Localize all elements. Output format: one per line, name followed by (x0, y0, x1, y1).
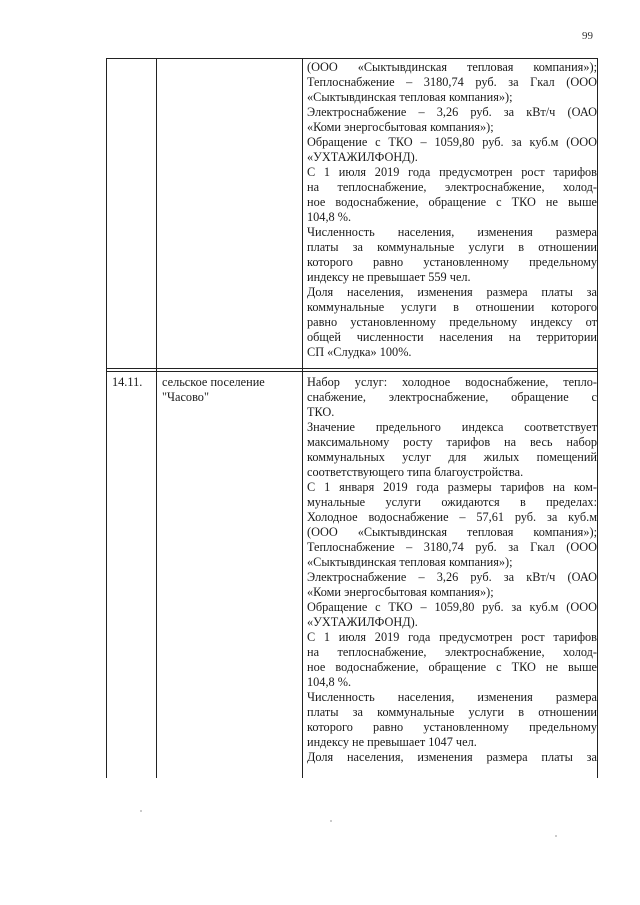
text-line: Теплоснабжение – 3180,74 руб. за Гкал (ООО (307, 75, 597, 89)
text-line: Набор услуг: холодное водоснабжение, тепло- (307, 375, 597, 389)
text-line: ТКО. (307, 405, 335, 419)
page-number: 99 (582, 30, 593, 42)
text-line: коммунальных услуг для жилых помещений (307, 450, 597, 464)
text-line: Доля населения, изменения размера платы за (307, 750, 597, 764)
text-line: Теплоснабжение – 3180,74 руб. за Гкал (ООО (307, 540, 597, 554)
text-line: индексу не превышает 559 чел. (307, 270, 471, 284)
text-line: Численность населения, изменения размера (307, 690, 597, 704)
text-line: С 1 июля 2019 года предусмотрен рост тарифов (307, 630, 597, 644)
text-line: платы за коммунальные услуги в отношении (307, 705, 597, 719)
text-line: ное водоснабжение, обращение с ТКО не выше (307, 660, 597, 674)
text-line: «Коми энергосбытовая компания»); (307, 585, 494, 599)
text-line: общей численности населения на территории (307, 330, 597, 344)
text-line: «Коми энергосбытовая компания»); (307, 120, 494, 134)
settlement-name (162, 375, 304, 405)
text-line: снабжение, электроснабжение, обращение с (307, 390, 597, 404)
scan-speck (555, 835, 557, 837)
text-line: "Часово" (162, 390, 209, 404)
column-divider-1 (156, 58, 157, 778)
text-line: ное водоснабжение, обращение с ТКО не выше (307, 195, 597, 209)
text-line: которого равно установленному предельному (307, 720, 597, 734)
row-divider-double (106, 371, 598, 372)
text-line: Обращение с ТКО – 1059,80 руб. за куб.м (ООО (307, 135, 597, 149)
text-line: индексу не превышает 1047 чел. (307, 735, 477, 749)
text-line: СП «Слудка» 100%. (307, 345, 412, 359)
text-line: (ООО «Сыктывдинская тепловая компания»); (307, 525, 597, 539)
text-line: С 1 января 2019 года размеры тарифов на ком- (307, 480, 597, 494)
continued-row-description (307, 60, 597, 360)
text-line: платы за коммунальные услуги в отношении (307, 240, 597, 254)
row-number: 14.11. (112, 375, 143, 389)
row-description (307, 375, 597, 765)
table-border-left (106, 58, 107, 778)
text-line: мунальные услуги ожидаются в пределах: (307, 495, 597, 509)
text-line: Электроснабжение – 3,26 руб. за кВт/ч (ОАО (307, 570, 597, 584)
text-line: максимальному росту тарифов на весь набор (307, 435, 597, 449)
table-border-right (597, 58, 598, 778)
scan-speck (140, 810, 142, 812)
text-line: на теплоснабжение, электроснабжение, холод- (307, 645, 597, 659)
text-line: которого равно установленному предельному (307, 255, 597, 269)
table-border-top (106, 58, 598, 59)
text-line: на теплоснабжение, электроснабжение, холод- (307, 180, 597, 194)
text-line: соответствующего типа благоустройства. (307, 465, 524, 479)
text-line: С 1 июля 2019 года предусмотрен рост тарифов (307, 165, 597, 179)
text-line: 104,8 %. (307, 210, 352, 224)
text-line: «Сыктывдинская тепловая компания»); (307, 90, 513, 104)
text-line: «Сыктывдинская тепловая компания»); (307, 555, 513, 569)
row-divider (106, 368, 598, 369)
text-line: «УХТАЖИЛФОНД). (307, 615, 418, 629)
text-line: Доля населения, изменения размера платы за (307, 285, 597, 299)
text-line: «УХТАЖИЛФОНД). (307, 150, 418, 164)
text-line: Численность населения, изменения размера (307, 225, 597, 239)
text-line: коммунальные услуги в отношении которого (307, 300, 597, 314)
column-divider-2 (302, 58, 303, 778)
text-line: Электроснабжение – 3,26 руб. за кВт/ч (ОАО (307, 105, 597, 119)
text-line: (ООО «Сыктывдинская тепловая компания»); (307, 60, 597, 74)
text-line: Обращение с ТКО – 1059,80 руб. за куб.м (ООО (307, 600, 597, 614)
text-line: Холодное водоснабжение – 57,61 руб. за куб.м (307, 510, 597, 524)
scan-speck (330, 820, 332, 822)
tariff-table (106, 58, 598, 778)
text-line: 104,8 %. (307, 675, 352, 689)
text-line: равно установленному предельному индексу от (307, 315, 597, 329)
text-line: сельское поселение (162, 375, 265, 389)
text-line: Значение предельного индекса соответствует (307, 420, 597, 434)
